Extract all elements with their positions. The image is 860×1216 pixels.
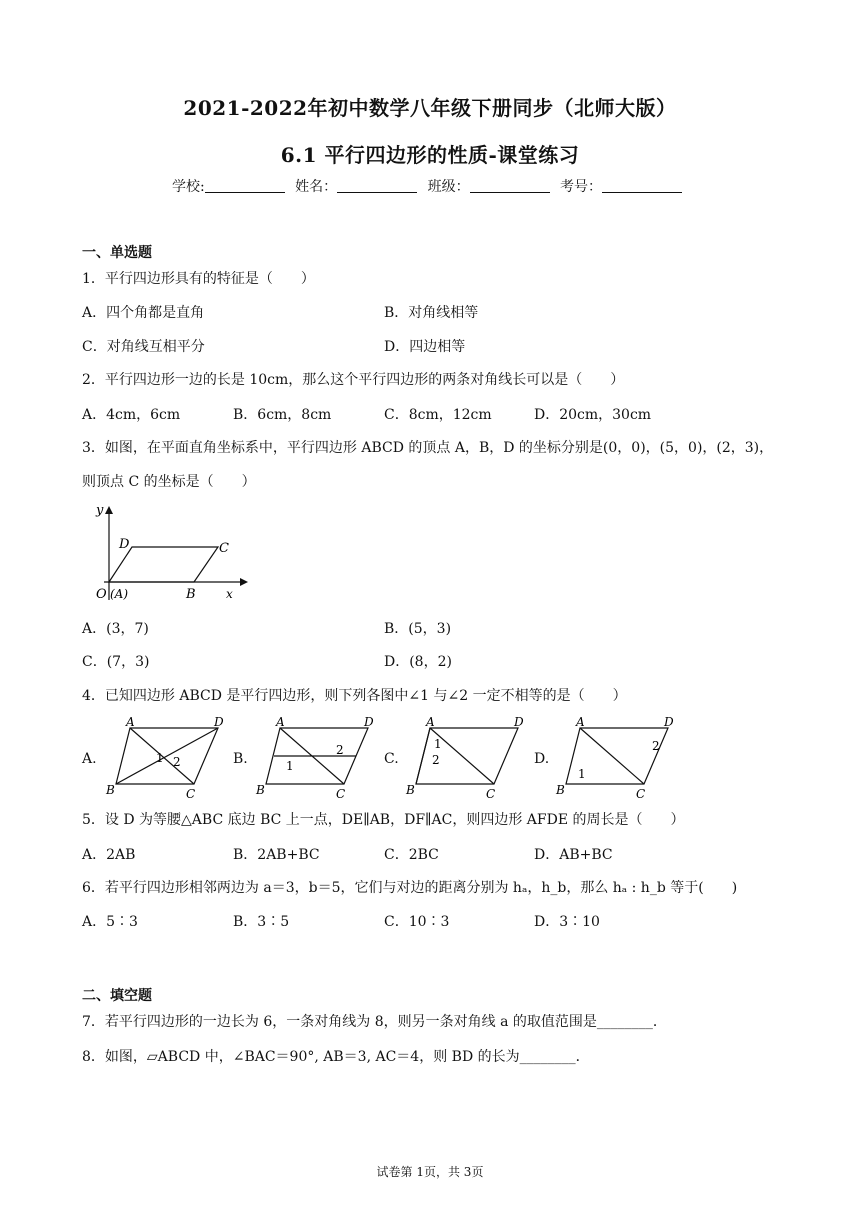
diagonal-ac [580, 728, 644, 784]
x-axis-label: x [226, 587, 233, 601]
q1-option-a: A．四个角都是直角 [82, 305, 205, 321]
point-a-label: (A) [110, 587, 129, 601]
label-a: A [576, 716, 585, 729]
q3-option-d: D．(8，2) [384, 654, 452, 670]
label-b: B [406, 783, 415, 797]
label-c: C [486, 787, 496, 800]
label-d: D [514, 716, 524, 729]
q4-figure-d [554, 716, 684, 800]
q4-option-b: B. [233, 751, 248, 767]
angle-2-label: 2 [336, 743, 344, 757]
q2-option-a: A．4cm，6cm [82, 407, 181, 423]
point-c-label: C [219, 541, 229, 556]
label-d: D [214, 716, 224, 729]
q2-option-d: D．20cm，30cm [534, 407, 652, 423]
label-b: B [556, 783, 565, 797]
side-ab [416, 728, 430, 784]
q4-figure-b [254, 716, 374, 800]
x-axis-arrow-icon [240, 578, 248, 586]
class-blank [470, 178, 550, 193]
q1-option-b: B．对角线相等 [384, 305, 479, 321]
label-b: B [256, 783, 265, 797]
q3-option-c: C．(7，3) [82, 654, 150, 670]
q2-option-c: C．8cm，12cm [384, 407, 492, 423]
exam-number-blank [602, 178, 682, 193]
label-c: C [186, 787, 196, 800]
question-5: 5．设 D 为等腰△ABC 底边 BC 上一点，DE∥AB，DF∥AC，则四边形 AFDE 的周长是（ ） [82, 812, 685, 828]
question-7: 7．若平行四边形的一边长为 6，一条对角线为 8，则另一条对角线 a 的取值范围是________． [82, 1014, 667, 1030]
q5-option-b: B．2AB+BC [233, 847, 320, 863]
name-blank [337, 178, 417, 193]
q4-option-c: C. [384, 751, 399, 767]
label-a: A [276, 716, 285, 729]
question-6: 6．若平行四边形相邻两边为 a＝3，b＝5，它们与对边的距离分别为 hₐ，h_b，那么 hₐ : h_b 等于( ) [82, 880, 738, 896]
q3-option-a: A．(3，7) [82, 621, 149, 637]
label-b: B [106, 783, 115, 797]
q5-option-d: D．AB+BC [534, 847, 613, 863]
question-4: 4．已知四边形 ABCD 是平行四边形，则下列各图中∠1 与∠2 一定不相等的是（ ） [82, 688, 627, 704]
page-footer: 试卷第 1页，共 3页 [376, 1165, 484, 1179]
label-c: C [336, 787, 346, 800]
angle-1-label: 1 [286, 759, 294, 773]
q4-figure-a [104, 716, 224, 800]
q6-option-d: D．3∶10 [534, 914, 600, 930]
angle-2-label: 2 [432, 753, 440, 767]
exam-title: 2021-2022年初中数学八年级下册同步（北师大版） [183, 96, 677, 120]
point-b-label: B [186, 587, 196, 602]
q4-option-a: A. [82, 751, 97, 767]
origin-label: O [96, 587, 107, 602]
y-axis-arrow-icon [105, 506, 113, 514]
point-d-label: D [119, 537, 130, 552]
q2-option-b: B．6cm，8cm [233, 407, 332, 423]
label-d: D [664, 716, 674, 729]
school-label: 学校: [171, 179, 205, 195]
q4-option-d: D. [534, 751, 550, 767]
exam-number-label: 考号： [560, 179, 603, 195]
section-heading-fill-in: 二、填空题 [82, 988, 152, 1004]
question-8: 8．如图，▱ABCD 中，∠BAC＝90°, AB＝3, AC＝4，则 BD 的长为________． [82, 1049, 590, 1065]
label-a: A [426, 716, 435, 729]
q6-option-a: A．5∶3 [82, 914, 138, 930]
school-blank [205, 178, 285, 193]
angle-2-label: 2 [173, 755, 181, 769]
q3-option-b: B．(5，3) [384, 621, 452, 637]
q1-option-d: D．四边相等 [384, 339, 466, 355]
name-label: 姓名： [295, 179, 338, 195]
label-d: D [364, 716, 374, 729]
q3-coordinate-figure [82, 500, 252, 606]
q6-option-c: C．10∶3 [384, 914, 450, 930]
label-a: A [126, 716, 135, 729]
angle-1-label: 1 [578, 767, 586, 781]
section-heading-single-choice: 一、单选题 [82, 245, 152, 261]
exam-subtitle: 6.1 平行四边形的性质-课堂练习 [280, 143, 580, 167]
question-1: 1．平行四边形具有的特征是（ ） [82, 271, 315, 287]
y-axis-label: y [96, 503, 104, 518]
q5-option-c: C．2BC [384, 847, 439, 863]
question-3-line-2: 则顶点 C 的坐标是（ ） [82, 474, 256, 490]
angle-1-label: 1 [434, 737, 442, 751]
q5-option-a: A．2AB [82, 847, 136, 863]
q4-figure-c [404, 716, 524, 800]
angle-1-label: 1 [156, 751, 164, 765]
q6-option-b: B．3∶5 [233, 914, 290, 930]
parallelogram-abcd [109, 547, 218, 582]
angle-2-label: 2 [652, 739, 660, 753]
student-info-line [0, 176, 860, 196]
question-2: 2．平行四边形一边的长是 10cm，那么这个平行四边形的两条对角线长可以是（ ） [82, 372, 625, 388]
label-c: C [636, 787, 646, 800]
class-label: 班级： [427, 179, 470, 195]
question-3-line-1: 3．如图，在平面直角坐标系中，平行四边形 ABCD 的顶点 A，B，D 的坐标分别是(0，0)，(5，0)，(2，3)， [82, 440, 774, 456]
diagonal-bd [116, 728, 218, 784]
q1-option-c: C．对角线互相平分 [82, 339, 205, 355]
